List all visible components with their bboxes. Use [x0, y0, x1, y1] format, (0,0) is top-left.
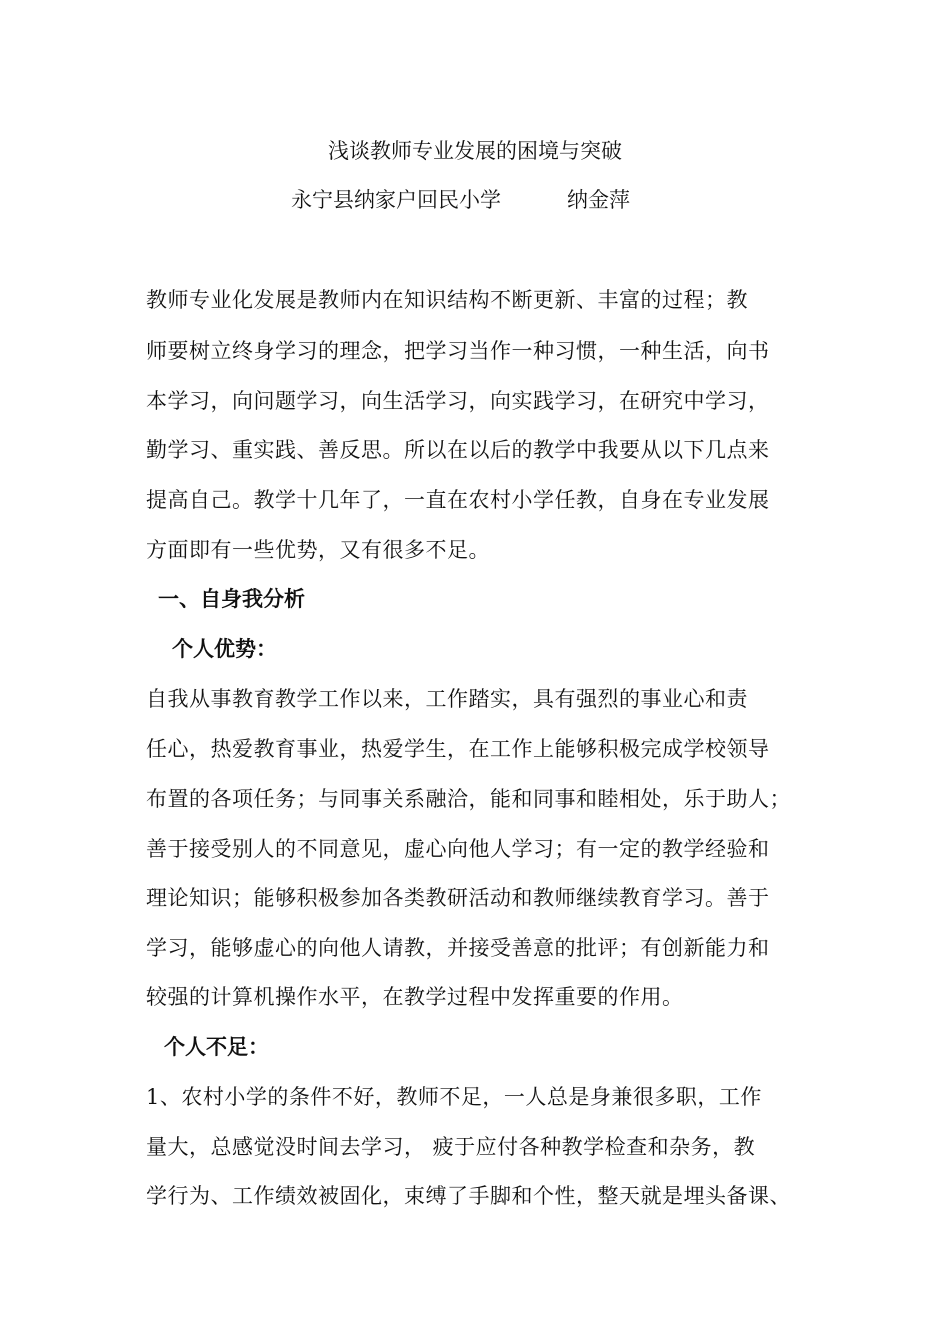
- subsection-heading: 个人不足：: [164, 1035, 269, 1059]
- paragraph-line: 量大，总感觉没时间去学习， 疲于应付各种教学检查和杂务，教: [146, 1135, 756, 1159]
- paragraph-line: 方面即有一些优势，又有很多不足。: [146, 538, 490, 562]
- author-name: 纳金萍: [567, 188, 630, 212]
- school-name: 永宁县纳家户回民小学: [291, 188, 501, 212]
- paragraph-line: 布置的各项任务；与同事关系融洽，能和同事和睦相处，乐于助人；: [146, 787, 791, 811]
- paragraph-line: 勤学习、重实践、善反思。所以在以后的教学中我要从以下几点来: [146, 438, 770, 462]
- paragraph-line: 本学习，向问题学习，向生活学习，向实践学习，在研究中学习，: [146, 389, 770, 413]
- paragraph-line: 学习，能够虚心的向他人请教，并接受善意的批评；有创新能力和: [146, 936, 770, 960]
- paragraph-line: 1、农村小学的条件不好，教师不足，一人总是身兼很多职，工作: [146, 1085, 762, 1109]
- paragraph-line: 任心，热爱教育事业，热爱学生，在工作上能够积极完成学校领导: [146, 737, 770, 761]
- paragraph-line: 提高自己。教学十几年了，一直在农村小学任教，自身在专业发展: [146, 488, 770, 512]
- byline: [291, 185, 630, 215]
- paragraph-line: 学行为、工作绩效被固化，束缚了手脚和个性，整天就是埋头备课、: [146, 1184, 791, 1208]
- paragraph-line: 教师专业化发展是教师内在知识结构不断更新、丰富的过程；教: [146, 288, 748, 312]
- paragraph-line: 自我从事教育教学工作以来，工作踏实，具有强烈的事业心和责: [146, 687, 748, 711]
- paragraph-line: 理论知识；能够积极参加各类教研活动和教师继续教育学习。善于: [146, 886, 770, 910]
- paragraph-line: 善于接受别人的不同意见，虚心向他人学习；有一定的教学经验和: [146, 837, 770, 861]
- document-title: 浅谈教师专业发展的困境与突破: [328, 139, 622, 163]
- section-heading: 一、自身我分析: [158, 587, 305, 611]
- paragraph-line: 师要树立终身学习的理念，把学习当作一种习惯，一种生活，向书: [146, 339, 770, 363]
- subsection-heading: 个人优势：: [172, 637, 277, 661]
- paragraph-line: 较强的计算机操作水平，在教学过程中发挥重要的作用。: [146, 985, 684, 1009]
